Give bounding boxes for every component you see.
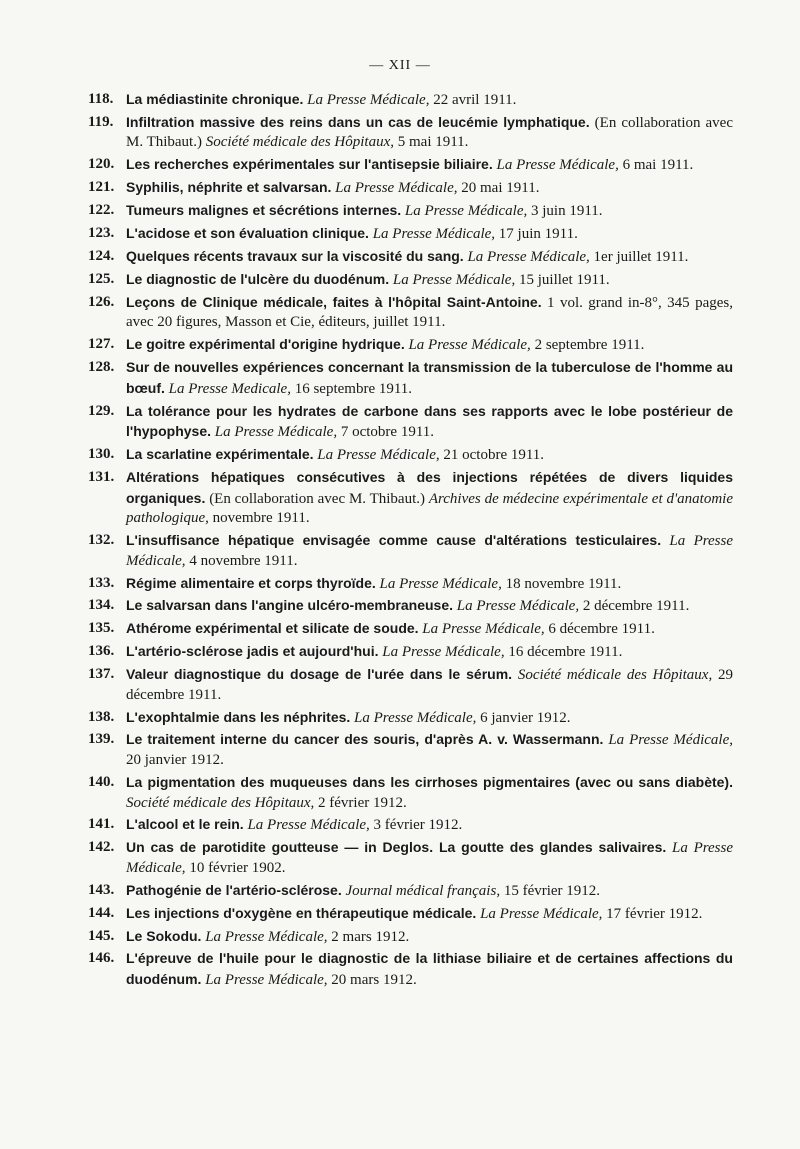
- entry-date: 2 février 1912.: [318, 794, 407, 811]
- entry-title: Un cas de parotidite goutteuse — in Deglos. La goutte des glandes salivaires.: [126, 839, 667, 856]
- entry-body: [126, 838, 733, 878]
- entry-source: La Presse Médicale,: [335, 180, 458, 197]
- entry-source: Archives de médecine expérimentale et d'anatomie pathologique,: [126, 490, 733, 527]
- entry-note: (En collaboration avec M. Thibaut.): [126, 114, 733, 151]
- entry-source: La Presse Médicale,: [480, 905, 603, 922]
- entry-number: 132.: [88, 532, 115, 549]
- entry-number: 128.: [88, 359, 115, 376]
- entry-number: 120.: [88, 156, 115, 173]
- entry-date: 2 septembre 1911.: [534, 337, 645, 354]
- entry-title: La pigmentation des muqueuses dans les cirrhoses pigmentaires (avec ou sans diabète).: [126, 773, 733, 790]
- entry-title: Quelques récents travaux sur la viscosité du sang.: [126, 247, 464, 264]
- entry-date: 4 novembre 1911.: [189, 552, 298, 569]
- bibliography-entry: [88, 881, 733, 902]
- entry-source: La Presse Medicale,: [168, 380, 291, 397]
- bibliography-entry: [88, 642, 733, 663]
- entry-date: 16 septembre 1911.: [294, 380, 413, 397]
- entry-date: 3 juin 1911.: [531, 203, 603, 220]
- entry-source: La Presse Médicale,: [422, 621, 545, 638]
- entry-date: 20 mai 1911.: [461, 180, 540, 197]
- entry-source: La Presse Médicale,: [247, 817, 370, 834]
- entry-title: L'artério-sclérose jadis et aujourd'hui.: [126, 643, 379, 660]
- entry-number: 142.: [88, 839, 115, 856]
- entry-body: [126, 904, 733, 925]
- entry-source: Journal médical français,: [345, 882, 501, 899]
- entry-body: [126, 730, 733, 770]
- bibliography-entry: [88, 574, 733, 595]
- entry-body: [126, 708, 733, 729]
- entry-body: [126, 335, 733, 356]
- entry-body: [126, 90, 733, 111]
- entry-title: Le salvarsan dans l'angine ulcéro-membraneuse.: [126, 597, 454, 614]
- bibliography-entry: [88, 531, 733, 571]
- bibliography-entry: [88, 178, 733, 199]
- entry-body: [126, 468, 733, 529]
- entry-source: La Presse Médicale,: [456, 598, 580, 615]
- entry-title: Régime alimentaire et corps thyroïde.: [126, 574, 376, 591]
- entry-date: 20 janvier 1912.: [126, 752, 224, 769]
- entry-body: [126, 402, 733, 443]
- entry-body: [126, 642, 733, 663]
- entry-note: (En collaboration avec M. Thibaut.): [209, 490, 425, 507]
- entry-title: La scarlatine expérimentale.: [126, 446, 314, 463]
- entry-number: 137.: [88, 666, 115, 683]
- entry-title: La médiastinite chronique.: [126, 91, 304, 107]
- bibliography-entry: [88, 773, 733, 813]
- entry-date: 15 juillet 1911.: [518, 271, 610, 288]
- entry-number: 143.: [88, 881, 115, 898]
- bibliography-list: [88, 90, 733, 993]
- entry-title: Le Sokodu.: [126, 927, 202, 944]
- bibliography-entry: [88, 270, 733, 291]
- bibliography-entry: [88, 224, 733, 245]
- entry-date: 6 décembre 1911.: [548, 621, 655, 638]
- entry-title: Athérome expérimental et silicate de soude.: [126, 620, 419, 637]
- entry-date: 29 décembre 1911.: [126, 667, 734, 703]
- entry-number: 118.: [88, 91, 114, 107]
- entry-source: La Presse Médicale,: [126, 533, 734, 569]
- entry-body: [126, 949, 733, 990]
- entry-source: La Presse Médicale,: [317, 447, 440, 464]
- entry-number: 141.: [88, 816, 115, 833]
- entry-number: 123.: [88, 225, 115, 242]
- entry-date: 7 octobre 1911.: [340, 424, 435, 441]
- entry-source: La Presse Médicale,: [379, 575, 502, 592]
- bibliography-entry: [88, 708, 733, 729]
- entry-source: La Presse Médicale,: [126, 840, 734, 876]
- bibliography-entry: [88, 838, 733, 878]
- bibliography-entry: [88, 293, 733, 333]
- entry-number: 138.: [88, 708, 115, 725]
- entry-number: 133.: [88, 574, 115, 591]
- entry-title: Infiltration massive des reins dans un cas de leucémie lymphatique.: [126, 113, 590, 130]
- bibliography-entry: [88, 247, 733, 268]
- entry-date: 5 mai 1911.: [397, 134, 469, 151]
- entry-source: La Presse Médicale,: [372, 226, 496, 243]
- entry-source: La Presse Médicale,: [404, 203, 528, 220]
- entry-title: Les injections d'oxygène en thérapeutique médicale.: [126, 904, 477, 921]
- entry-date: 17 juin 1911.: [498, 226, 578, 243]
- entry-number: 135.: [88, 620, 115, 637]
- entry-title: Le traitement interne du cancer des souris, d'après A. v. Wassermann.: [126, 731, 604, 748]
- entry-body: [126, 596, 733, 617]
- bibliography-entry: [88, 815, 733, 836]
- entry-number: 125.: [88, 270, 115, 287]
- entry-date: 6 mai 1911.: [622, 157, 694, 174]
- entry-number: 144.: [88, 904, 115, 921]
- entry-date: 21 octobre 1911.: [443, 447, 545, 464]
- entry-title: L'épreuve de l'huile pour le diagnostic de la lithiase biliaire et de certaines affections du duodénum.: [126, 950, 733, 988]
- bibliography-entry: [88, 665, 733, 705]
- entry-title: L'exophtalmie dans les néphrites.: [126, 708, 351, 725]
- entry-number: 131.: [88, 468, 115, 485]
- entry-body: [126, 881, 733, 902]
- entry-number: 129.: [88, 402, 115, 419]
- bibliography-entry: [88, 201, 733, 222]
- entry-source: La Presse Médicale,: [205, 972, 328, 989]
- entry-body: [126, 270, 733, 291]
- bibliography-entry: [88, 949, 733, 990]
- entry-note: 1 vol. grand in-8°, 345 pages, avec 20 figures, Masson et Cie, éditeurs, juillet 1911.: [126, 294, 733, 331]
- entry-title: L'alcool et le rein.: [126, 816, 244, 833]
- entry-title: Altérations hépatiques consécutives à des injections répétées de divers liquides organiques.: [126, 468, 733, 506]
- entry-source: Société médicale des Hôpitaux,: [205, 134, 394, 151]
- entry-body: [126, 927, 733, 948]
- entry-title: La tolérance pour les hydrates de carbone dans ses rapports avec le lobe postérieur de l'hypophyse.: [126, 402, 733, 440]
- entry-number: 140.: [88, 773, 115, 790]
- entry-source: La Presse Médicale,: [382, 644, 505, 661]
- entry-date: 3 février 1912.: [373, 817, 463, 834]
- entry-source: Société médicale des Hôpitaux,: [126, 794, 315, 811]
- entry-body: [126, 178, 733, 199]
- bibliography-entry: [88, 402, 733, 443]
- entry-number: 139.: [88, 731, 115, 748]
- entry-title: Pathogénie de l'artério-sclérose.: [126, 881, 342, 898]
- entry-source: La Presse Médicale,: [408, 337, 531, 354]
- entry-number: 130.: [88, 446, 115, 463]
- bibliography-entry: [88, 113, 733, 153]
- entry-source: La Presse Médicale,: [496, 157, 619, 174]
- entry-source: La Presse Médicale,: [392, 271, 516, 288]
- entry-body: [126, 773, 733, 813]
- entry-date: 22 avril 1911.: [433, 92, 517, 108]
- entry-number: 122.: [88, 202, 115, 219]
- entry-body: [126, 113, 733, 153]
- entry-date: 10 février 1902.: [189, 859, 286, 876]
- entry-source: La Presse Médicale,: [214, 424, 338, 441]
- page-number: — XII —: [369, 58, 431, 73]
- entry-number: 127.: [88, 336, 115, 353]
- entry-body: [126, 155, 733, 176]
- entry-number: 136.: [88, 643, 115, 660]
- entry-body: [126, 224, 733, 245]
- bibliography-entry: [88, 358, 733, 399]
- entry-date: 1er juillet 1911.: [593, 248, 689, 265]
- bibliography-entry: [88, 730, 733, 770]
- entry-title: Le diagnostic de l'ulcère du duodénum.: [126, 270, 390, 287]
- entry-source: La Presse Médicale,: [608, 732, 733, 749]
- entry-body: [126, 665, 733, 705]
- entry-date: 6 janvier 1912.: [480, 709, 571, 726]
- entry-title: Sur de nouvelles expériences concernant la transmission de la tuberculose de l'homme au bœuf.: [126, 359, 733, 396]
- entry-source: La Presse Médicale,: [307, 92, 430, 108]
- entry-body: [126, 358, 733, 399]
- entry-source: Société médicale des Hôpitaux,: [517, 667, 713, 684]
- entry-body: [126, 815, 733, 836]
- entry-source: La Presse Médicale,: [354, 709, 477, 726]
- entry-body: [126, 247, 733, 268]
- entry-number: 121.: [88, 179, 115, 196]
- entry-body: [126, 531, 733, 571]
- entry-date: 15 février 1912.: [503, 882, 601, 899]
- entry-number: 124.: [88, 247, 115, 264]
- entry-title: Tumeurs malignes et sécrétions internes.: [126, 202, 402, 219]
- bibliography-entry: [88, 445, 733, 466]
- entry-date: 20 mars 1912.: [331, 972, 417, 989]
- bibliography-entry: [88, 596, 733, 617]
- bibliography-entry: [88, 155, 733, 176]
- entry-title: Leçons de Clinique médicale, faites à l'hôpital Saint-Antoine.: [126, 293, 542, 310]
- bibliography-entry: [88, 904, 733, 925]
- entry-number: 126.: [88, 293, 115, 310]
- entry-title: Syphilis, néphrite et salvarsan.: [126, 179, 332, 196]
- entry-body: [126, 574, 733, 595]
- entry-title: Le goitre expérimental d'origine hydrique.: [126, 336, 405, 353]
- entry-source: La Presse Médicale,: [467, 248, 590, 265]
- entry-title: Les recherches expérimentales sur l'antisepsie biliaire.: [126, 156, 493, 173]
- bibliography-entry: [88, 335, 733, 356]
- entry-body: [126, 619, 733, 640]
- entry-body: [126, 445, 733, 466]
- entry-body: [126, 293, 733, 333]
- entry-date: 17 février 1912.: [606, 905, 703, 922]
- bibliography-entry: [88, 90, 733, 111]
- bibliography-entry: [88, 619, 733, 640]
- entry-title: Valeur diagnostique du dosage de l'urée dans le sérum.: [126, 666, 513, 683]
- entry-number: 119.: [88, 113, 114, 130]
- entry-date: 16 décembre 1911.: [508, 644, 623, 661]
- entry-date: 2 mars 1912.: [331, 928, 410, 945]
- entry-date: novembre 1911.: [212, 510, 310, 527]
- entry-body: [126, 201, 733, 222]
- entry-number: 146.: [88, 950, 115, 967]
- entry-title: L'insuffisance hépatique envisagée comme cause d'altérations testiculaires.: [126, 532, 662, 549]
- bibliography-entry: [88, 468, 733, 529]
- bibliography-entry: [88, 927, 733, 948]
- entry-date: 2 décembre 1911.: [582, 598, 690, 615]
- entry-source: La Presse Médicale,: [205, 928, 328, 945]
- entry-number: 134.: [88, 597, 115, 614]
- entry-date: 18 novembre 1911.: [505, 575, 622, 592]
- entry-title: L'acidose et son évaluation clinique.: [126, 225, 369, 242]
- entry-number: 145.: [88, 927, 115, 944]
